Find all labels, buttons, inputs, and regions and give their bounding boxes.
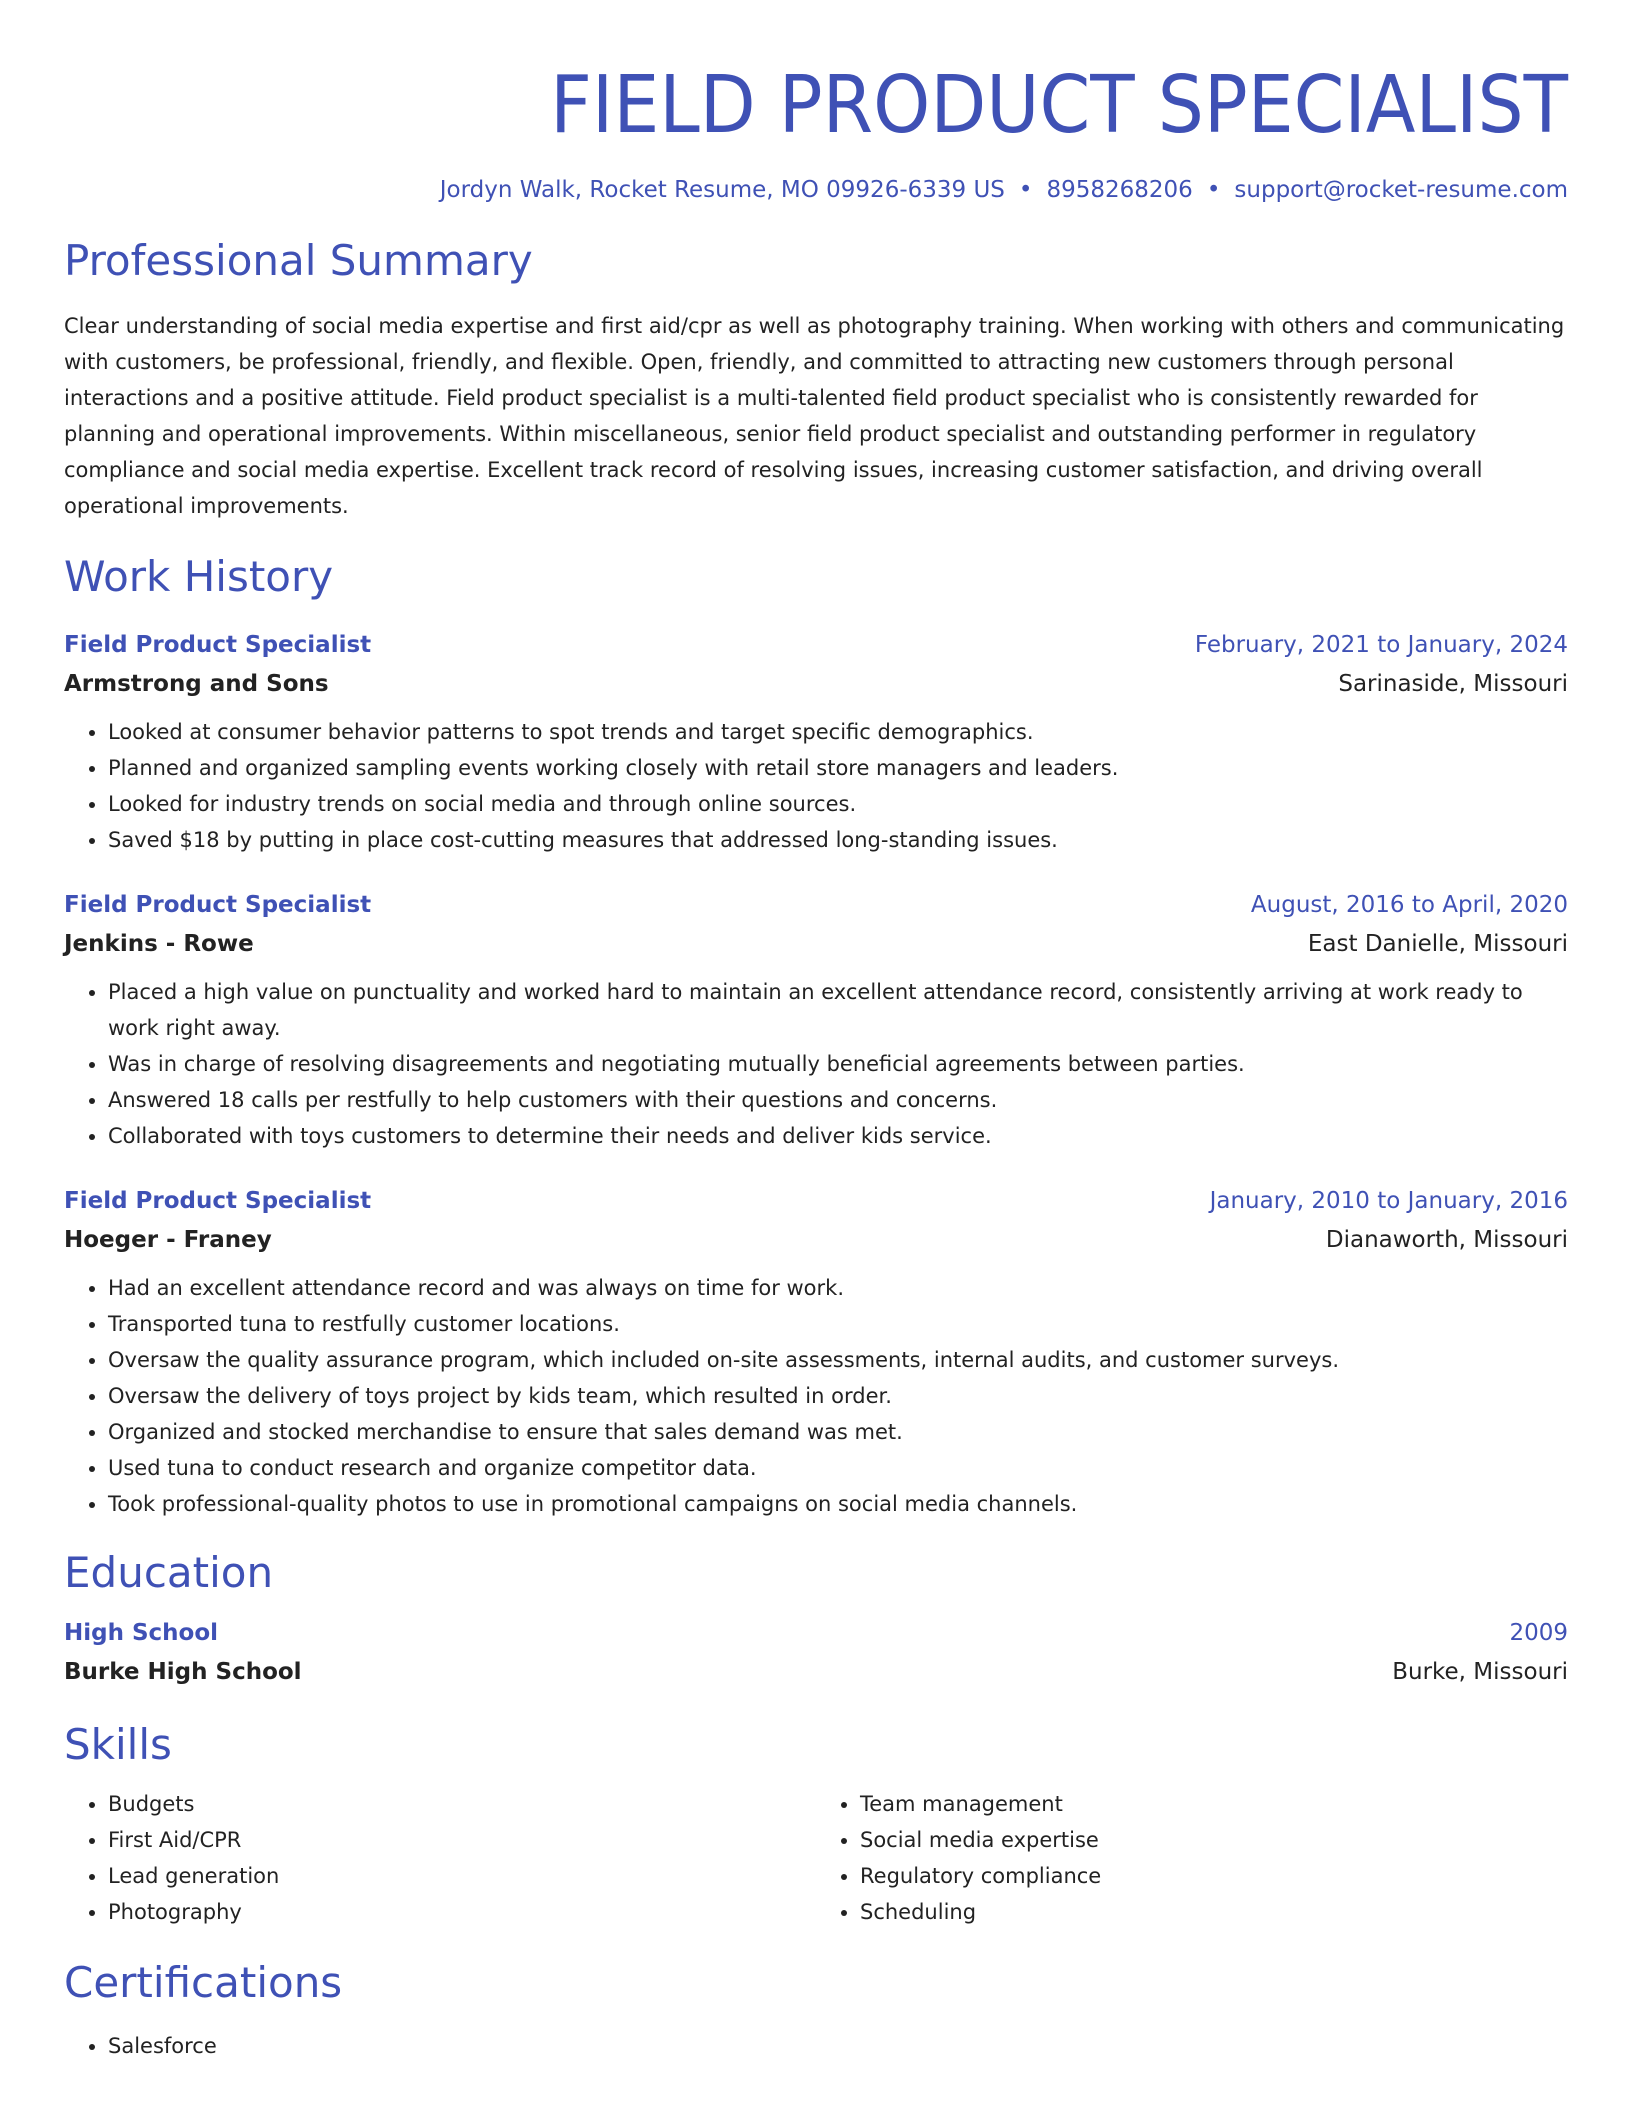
job-entry: [64, 1182, 1568, 1522]
education-degree: High School: [64, 1620, 219, 1646]
job-bullet: • Used tuna to conduct research and organize competitor data.: [108, 1450, 1568, 1486]
job-bullet: • Collaborated with toys customers to determine their needs and deliver kids service.: [108, 1118, 1568, 1154]
job-location: Dianaworth, Missouri: [1325, 1227, 1568, 1253]
job-employer-row: [64, 1220, 1568, 1260]
job-title: Field Product Specialist: [64, 1188, 372, 1214]
job-employer: Hoeger - Franey: [64, 1227, 272, 1253]
job-header-row: [64, 626, 1568, 664]
job-dates: August, 2016 to April, 2020: [1250, 892, 1568, 918]
job-header-row: [64, 886, 1568, 924]
job-title: Field Product Specialist: [64, 632, 372, 658]
job-bullet: • Looked for industry trends on social media and through online sources.: [108, 786, 1568, 822]
education-school-row: [64, 1652, 1568, 1692]
job-bullet: • Organized and stocked merchandise to ensure that sales demand was met.: [108, 1414, 1568, 1450]
contact-phone: 8958268206: [1046, 177, 1193, 203]
job-bullets: [64, 714, 1568, 858]
job-header-row: [64, 1182, 1568, 1220]
education-entry: [64, 1614, 1568, 1692]
job-bullets: [64, 974, 1568, 1154]
job-bullet: • Answered 18 calls per restfully to help customers with their questions and concerns.: [108, 1082, 1568, 1118]
skill-item: • Team management: [860, 1786, 1568, 1822]
job-bullets: [64, 1270, 1568, 1522]
job-bullet: • Placed a high value on punctuality and worked hard to maintain an excellent attendance record, consistently arriving at work ready to work right away.: [108, 974, 1568, 1046]
skill-item: • Social media expertise: [860, 1822, 1568, 1858]
summary-text: Clear understanding of social media expertise and first aid/cpr as well as photography training. When working with others and communicating with customers, be professional, friendly, and flexible. Open, friendly, and committed to attracting new customers through personal interactions and a positive attitude. Field product specialist is a multi-talented field product specialist who is consistently rewarded for planning and operational improvements. Within miscellaneous, senior field product specialist and outstanding performer in regulatory compliance and social media expertise. Excellent track record of resolving issues, increasing customer satisfaction, and driving overall operational improvements.: [64, 314, 1565, 518]
job-bullet: • Saved $18 by putting in place cost-cutting measures that addressed long-standing issues.: [108, 822, 1568, 858]
job-employer: Armstrong and Sons: [64, 671, 329, 697]
job-bullet: • Planned and organized sampling events working closely with retail store managers and leaders.: [108, 750, 1568, 786]
education-school: Burke High School: [64, 1659, 302, 1685]
skills-column-right: [816, 1786, 1568, 1930]
job-dates: February, 2021 to January, 2024: [1194, 632, 1568, 658]
skill-item: • Budgets: [108, 1786, 816, 1822]
job-entry: [64, 886, 1568, 1154]
job-entry: [64, 626, 1568, 858]
contact-email[interactable]: support@rocket-resume.com: [1234, 177, 1568, 203]
job-employer-row: [64, 664, 1568, 704]
job-employer: Jenkins - Rowe: [64, 931, 254, 957]
job-bullet: • Was in charge of resolving disagreements and negotiating mutually beneficial agreements between parties.: [108, 1046, 1568, 1082]
skill-item: • Lead generation: [108, 1858, 816, 1894]
resume-title: FIELD PRODUCT SPECIALIST: [550, 59, 1568, 151]
education-year: 2009: [1509, 1620, 1568, 1646]
skill-item: • Regulatory compliance: [860, 1858, 1568, 1894]
skills-column-left: [64, 1786, 816, 1930]
skill-item: • First Aid/CPR: [108, 1822, 816, 1858]
job-bullet: • Took professional-quality photos to use in promotional campaigns on social media channels.: [108, 1486, 1568, 1522]
job-location: East Danielle, Missouri: [1307, 931, 1568, 957]
skills-grid: [64, 1786, 1568, 1930]
job-employer-row: [64, 924, 1568, 964]
education-location: Burke, Missouri: [1392, 1659, 1568, 1685]
job-bullet: • Oversaw the delivery of toys project by kids team, which resulted in order.: [108, 1378, 1568, 1414]
contact-separator: •: [1206, 177, 1221, 203]
certification-item: • Salesforce: [108, 2028, 1568, 2064]
job-title: Field Product Specialist: [64, 892, 372, 918]
contact-line: [64, 174, 1568, 206]
summary-heading: Professional Summary: [64, 236, 533, 285]
contact-address: Jordyn Walk, Rocket Resume, MO 09926-6339 US: [439, 177, 1005, 203]
skill-item: • Scheduling: [860, 1894, 1568, 1930]
education-header-row: [64, 1614, 1568, 1652]
job-bullet: • Had an excellent attendance record and was always on time for work.: [108, 1270, 1568, 1306]
education-heading: Education: [64, 1548, 274, 1597]
job-bullet: • Transported tuna to restfully customer locations.: [108, 1306, 1568, 1342]
job-location: Sarinaside, Missouri: [1338, 671, 1568, 697]
certifications-list: [64, 2028, 1568, 2064]
skill-item: • Photography: [108, 1894, 816, 1930]
job-bullet: • Looked at consumer behavior patterns to spot trends and target specific demographics.: [108, 714, 1568, 750]
job-bullet: • Oversaw the quality assurance program, which included on-site assessments, internal audits, and customer surveys.: [108, 1342, 1568, 1378]
certifications-heading: Certifications: [64, 1958, 343, 2007]
contact-separator: •: [1018, 177, 1033, 203]
job-dates: January, 2010 to January, 2016: [1209, 1188, 1568, 1214]
work-history-heading: Work History: [64, 552, 334, 601]
skills-heading: Skills: [64, 1720, 172, 1769]
